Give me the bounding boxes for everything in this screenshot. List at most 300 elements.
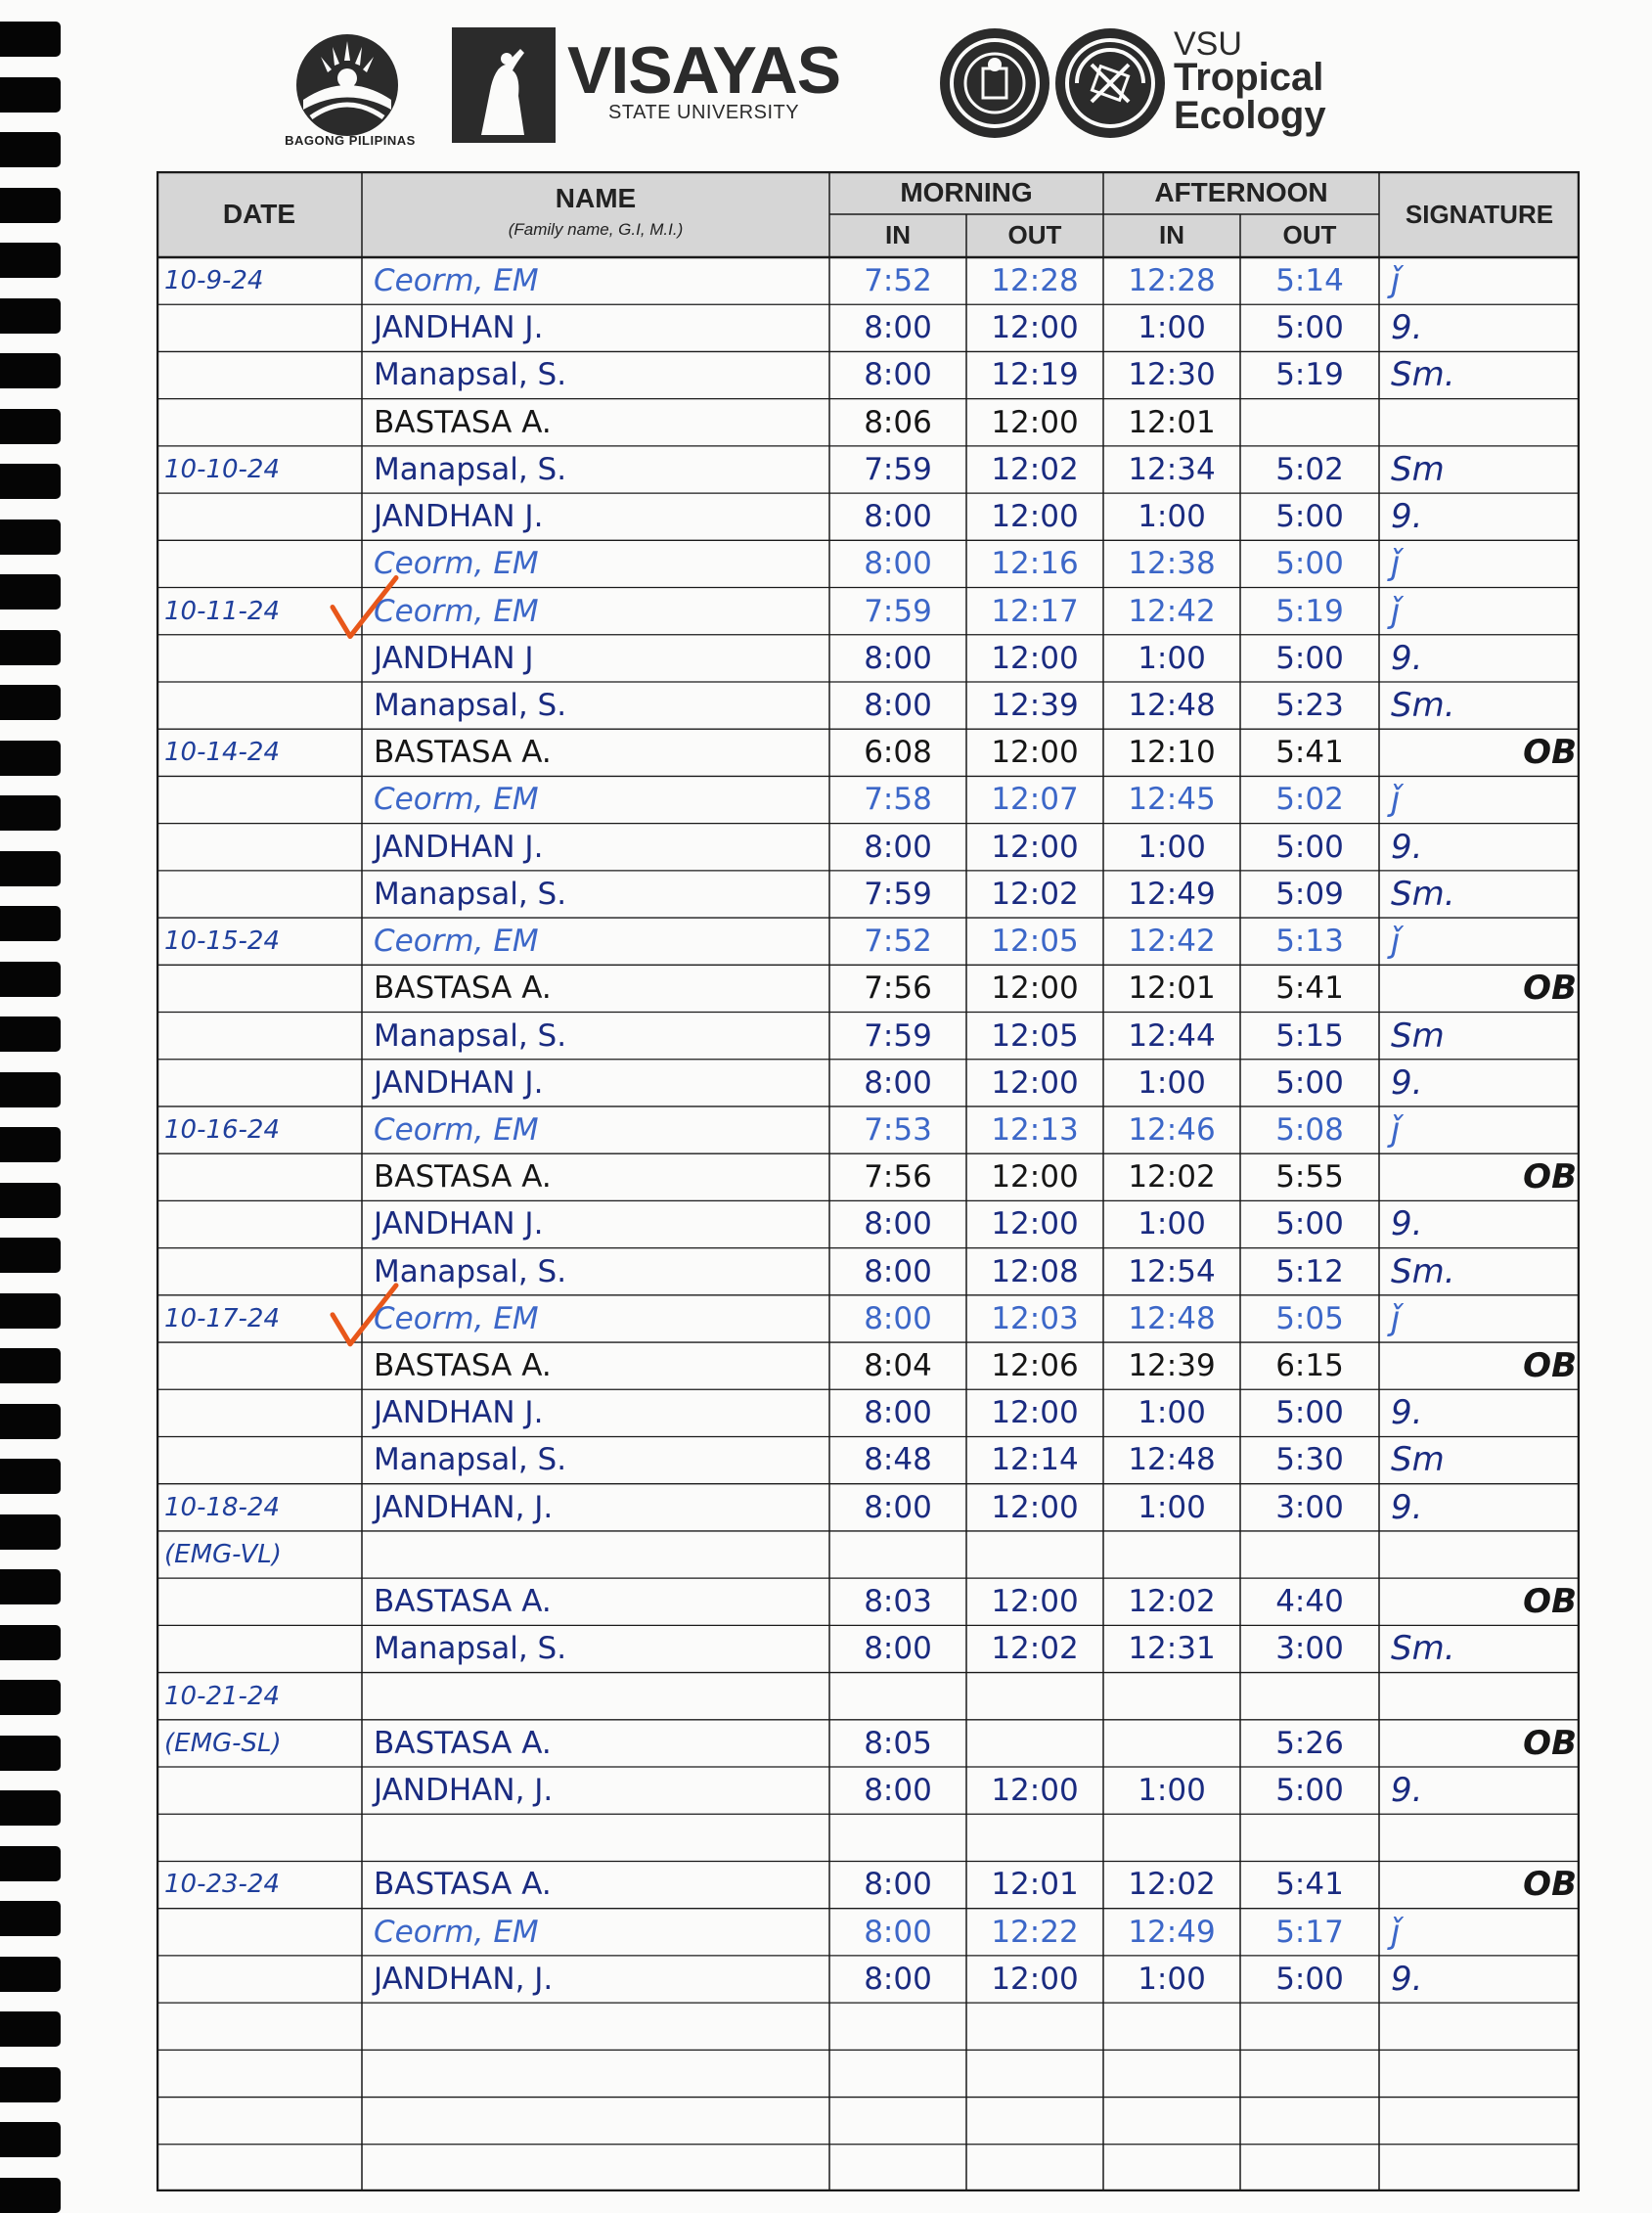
am-out-cell: 12:03 — [991, 1300, 1079, 1336]
tropical-ecology-vsu: VSU — [1174, 25, 1242, 63]
binding-hole — [0, 188, 61, 223]
signature-cell: ǰ — [1391, 1298, 1401, 1338]
table-row — [156, 1106, 1580, 1153]
am-out-cell: 12:07 — [991, 782, 1079, 818]
pm-in-cell: 12:10 — [1128, 735, 1216, 771]
pm-in-cell — [1103, 1531, 1240, 1578]
binding-hole — [0, 2067, 61, 2102]
date-cell — [164, 1814, 360, 1861]
pm-in-cell: 1:00 — [1138, 1064, 1206, 1101]
am-in-cell: 8:00 — [864, 1489, 932, 1525]
page-header — [284, 20, 1379, 166]
date-cell — [164, 965, 360, 1012]
table-row — [156, 635, 1580, 682]
table-row — [156, 1956, 1580, 2003]
name-cell: Manapsal, S. — [374, 876, 567, 912]
table-row — [156, 682, 1580, 729]
signature-cell — [1391, 2003, 1577, 2050]
pm-in-cell: 12:46 — [1128, 1111, 1216, 1148]
pm-out-cell: 5:00 — [1275, 546, 1344, 582]
am-in-cell: 8:00 — [864, 1631, 932, 1667]
name-cell: Manapsal, S. — [374, 1253, 567, 1289]
table-row — [156, 1342, 1580, 1389]
signature-cell: OB — [1523, 733, 1577, 773]
table-row — [156, 1814, 1580, 1861]
tropical-ecology-seal-icon — [1052, 25, 1168, 141]
date-cell — [164, 1200, 360, 1247]
name-cell: JANDHAN J. — [374, 499, 544, 535]
signature-cell: ǰ — [1391, 544, 1401, 584]
name-cell: BASTASA A. — [374, 1584, 552, 1620]
name-cell: BASTASA A. — [374, 1348, 552, 1384]
pm-out-cell: 5:23 — [1275, 687, 1344, 723]
name-cell: Manapsal, S. — [374, 357, 567, 393]
pm-in-cell — [1103, 1720, 1240, 1767]
pm-out-cell: 5:08 — [1275, 1111, 1344, 1148]
pm-in-cell — [1103, 2098, 1240, 2145]
am-out-cell: 12:02 — [991, 876, 1079, 912]
name-cell: BASTASA A. — [374, 404, 552, 440]
col-morning-header: MORNING — [900, 177, 1033, 207]
signature-cell: 9. — [1391, 1393, 1423, 1433]
name-cell: Ceorm, EM — [374, 924, 539, 960]
table-row — [156, 824, 1580, 871]
name-cell — [374, 2098, 824, 2145]
name-cell: JANDHAN J — [374, 640, 534, 676]
binding-hole — [0, 243, 61, 278]
am-out-cell: 12:28 — [991, 263, 1079, 298]
name-cell — [374, 2050, 824, 2097]
signature-cell — [1391, 2145, 1577, 2191]
table-row — [156, 1673, 1580, 1720]
pm-out-cell — [1240, 399, 1379, 446]
am-out-cell: 12:00 — [991, 1206, 1079, 1242]
am-out-cell: 12:00 — [991, 829, 1079, 865]
binding-hole — [0, 1625, 61, 1660]
am-out-cell — [966, 1673, 1103, 1720]
table-row — [156, 1531, 1580, 1578]
signature-cell: 9. — [1391, 497, 1423, 537]
am-out-cell: 12:00 — [991, 310, 1079, 346]
table-row — [156, 446, 1580, 493]
table-row — [156, 871, 1580, 918]
binding-hole — [0, 1459, 61, 1494]
signature-cell: OB — [1523, 1723, 1577, 1763]
pm-in-cell: 12:48 — [1128, 1442, 1216, 1478]
spiral-binding — [0, 0, 68, 2209]
am-out-cell: 12:02 — [991, 1631, 1079, 1667]
binding-hole — [0, 741, 61, 776]
pm-out-cell: 6:15 — [1275, 1348, 1344, 1384]
date-cell: 10-16-24 — [164, 1114, 281, 1145]
name-cell: Manapsal, S. — [374, 451, 567, 487]
name-cell — [374, 2145, 824, 2191]
pm-in-cell — [1103, 2050, 1240, 2097]
table-row — [156, 399, 1580, 446]
name-cell — [374, 1531, 824, 1578]
binding-hole — [0, 906, 61, 941]
name-cell: JANDHAN J. — [374, 310, 544, 346]
date-cell — [164, 871, 360, 918]
am-out-cell: 12:16 — [991, 546, 1079, 582]
signature-cell: 9. — [1391, 1204, 1423, 1244]
table-row — [156, 918, 1580, 965]
pm-in-cell: 12:01 — [1128, 971, 1216, 1007]
signature-cell: Sm — [1391, 1440, 1445, 1480]
pm-in-cell: 12:39 — [1128, 1348, 1216, 1384]
signature-cell — [1391, 1531, 1577, 1578]
pm-in-cell: 1:00 — [1138, 1206, 1206, 1242]
pm-in-cell: 1:00 — [1138, 499, 1206, 535]
pm-in-cell: 12:45 — [1128, 782, 1216, 818]
am-out-cell: 12:02 — [991, 451, 1079, 487]
bagong-pilipinas-caption: BAGONG PILIPINAS — [285, 133, 416, 148]
binding-hole — [0, 574, 61, 610]
pm-in-cell: 12:01 — [1128, 404, 1216, 440]
signature-cell: Sm. — [1391, 355, 1455, 395]
pm-out-cell: 5:00 — [1275, 829, 1344, 865]
pm-out-cell: 5:26 — [1275, 1725, 1344, 1761]
pm-out-cell — [1240, 2003, 1379, 2050]
pm-out-cell: 5:14 — [1275, 263, 1344, 298]
name-cell: Manapsal, S. — [374, 1017, 567, 1054]
date-cell: 10-9-24 — [164, 266, 264, 295]
am-out-cell: 12:00 — [991, 1961, 1079, 1997]
pm-out-cell — [1240, 2050, 1379, 2097]
pm-out-cell: 5:19 — [1275, 593, 1344, 629]
pm-out-cell — [1240, 1531, 1379, 1578]
pm-out-cell: 5:00 — [1275, 1773, 1344, 1809]
binding-hole — [0, 519, 61, 555]
name-cell: JANDHAN, J. — [374, 1489, 554, 1525]
pm-out-cell: 5:02 — [1275, 782, 1344, 818]
am-in-cell: 8:03 — [864, 1584, 932, 1620]
date-cell — [164, 824, 360, 871]
pm-in-cell: 12:42 — [1128, 924, 1216, 960]
date-cell: 10-21-24 — [164, 1681, 281, 1711]
pm-in-cell: 1:00 — [1138, 640, 1206, 676]
binding-hole — [0, 1404, 61, 1439]
date-cell: 10-18-24 — [164, 1492, 281, 1522]
pm-out-cell — [1240, 1673, 1379, 1720]
pm-out-cell: 5:30 — [1275, 1442, 1344, 1478]
binding-hole — [0, 2122, 61, 2157]
am-in-cell — [829, 1531, 966, 1578]
pm-out-cell: 5:05 — [1275, 1300, 1344, 1336]
name-cell: JANDHAN, J. — [374, 1961, 554, 1997]
name-cell: BASTASA A. — [374, 735, 552, 771]
binding-hole — [0, 795, 61, 831]
am-in-cell: 7:56 — [864, 1159, 932, 1196]
pm-in-cell: 12:02 — [1128, 1159, 1216, 1196]
table-row — [156, 1013, 1580, 1060]
name-cell: Ceorm, EM — [374, 1914, 539, 1950]
am-out-cell: 12:17 — [991, 593, 1079, 629]
signature-cell: ǰ — [1391, 922, 1401, 962]
name-cell — [374, 1814, 824, 1861]
table-row — [156, 1436, 1580, 1483]
am-in-cell: 8:00 — [864, 829, 932, 865]
signature-cell: 9. — [1391, 1487, 1423, 1527]
am-in-cell: 8:00 — [864, 310, 932, 346]
pm-out-cell: 5:00 — [1275, 640, 1344, 676]
signature-cell: Sm. — [1391, 685, 1455, 725]
signature-cell: ǰ — [1391, 591, 1401, 631]
pm-out-cell: 3:00 — [1275, 1489, 1344, 1525]
pm-in-cell: 12:34 — [1128, 451, 1216, 487]
date-cell — [164, 1767, 360, 1814]
binding-hole — [0, 1238, 61, 1273]
pm-out-cell: 5:41 — [1275, 1867, 1344, 1903]
am-in-cell: 7:53 — [864, 1111, 932, 1148]
pm-in-cell: 12:49 — [1128, 876, 1216, 912]
pm-in-cell — [1103, 2145, 1240, 2191]
pm-in-cell: 12:48 — [1128, 1300, 1216, 1336]
table-row — [156, 1295, 1580, 1342]
date-cell: 10-23-24 — [164, 1870, 281, 1900]
binding-hole — [0, 1293, 61, 1329]
name-cell: Ceorm, EM — [374, 1111, 539, 1148]
table-row — [156, 540, 1580, 587]
am-out-cell: 12:00 — [991, 499, 1079, 535]
table-row — [156, 2098, 1580, 2145]
binding-hole — [0, 2011, 61, 2047]
date-cell — [164, 1013, 360, 1060]
pm-out-cell: 5:12 — [1275, 1253, 1344, 1289]
am-out-cell: 12:00 — [991, 1159, 1079, 1196]
am-out-cell: 12:14 — [991, 1442, 1079, 1478]
am-in-cell: 8:00 — [864, 1064, 932, 1101]
pm-in-cell — [1103, 1814, 1240, 1861]
table-row — [156, 1625, 1580, 1672]
pm-in-cell — [1103, 2003, 1240, 2050]
am-out-cell: 12:00 — [991, 971, 1079, 1007]
binding-hole — [0, 1790, 61, 1826]
pm-out-cell — [1240, 2145, 1379, 2191]
date-cell — [164, 2145, 360, 2191]
binding-hole — [0, 1514, 61, 1550]
table-row — [156, 1389, 1580, 1436]
pm-out-cell: 5:15 — [1275, 1017, 1344, 1054]
am-in-cell: 8:00 — [864, 499, 932, 535]
name-cell: Ceorm, EM — [374, 593, 539, 629]
name-cell: Ceorm, EM — [374, 1300, 539, 1336]
table-row — [156, 1720, 1580, 1767]
tropical-ecology-name — [1174, 56, 1326, 138]
name-cell: Manapsal, S. — [374, 687, 567, 723]
table-row — [156, 1909, 1580, 1956]
date-cell — [164, 2050, 360, 2097]
am-in-cell: 8:00 — [864, 640, 932, 676]
am-in-cell — [829, 2050, 966, 2097]
am-out-cell: 12:05 — [991, 1017, 1079, 1054]
am-in-cell — [829, 1673, 966, 1720]
pm-in-cell: 1:00 — [1138, 1961, 1206, 1997]
am-out-cell: 12:00 — [991, 1395, 1079, 1431]
am-in-cell — [829, 1814, 966, 1861]
name-cell: Ceorm, EM — [374, 263, 539, 298]
am-in-cell: 7:52 — [864, 924, 932, 960]
tropical-ecology-line2: Ecology — [1174, 94, 1326, 138]
table-row — [156, 1200, 1580, 1247]
pm-in-cell: 1:00 — [1138, 1395, 1206, 1431]
am-out-cell — [966, 2098, 1103, 2145]
binding-hole — [0, 2178, 61, 2213]
signature-cell — [1391, 2050, 1577, 2097]
am-out-cell: 12:22 — [991, 1914, 1079, 1950]
binding-hole — [0, 1569, 61, 1604]
am-out-cell — [966, 1814, 1103, 1861]
binding-hole — [0, 630, 61, 665]
signature-cell: Sm. — [1391, 1629, 1455, 1669]
date-cell — [164, 1060, 360, 1106]
date-cell — [164, 493, 360, 540]
binding-hole — [0, 1957, 61, 1992]
pm-out-cell: 5:02 — [1275, 451, 1344, 487]
table-row — [156, 2145, 1580, 2191]
signature-cell: ǰ — [1391, 1109, 1401, 1150]
binding-hole — [0, 1846, 61, 1881]
table-row — [156, 776, 1580, 823]
pm-out-cell: 5:17 — [1275, 1914, 1344, 1950]
table-row — [156, 2003, 1580, 2050]
am-in-cell — [829, 2003, 966, 2050]
am-out-cell: 12:19 — [991, 357, 1079, 393]
table-row — [156, 965, 1580, 1012]
binding-hole — [0, 1016, 61, 1052]
pm-in-cell: 1:00 — [1138, 310, 1206, 346]
date-cell — [164, 1578, 360, 1625]
date-cell — [164, 1248, 360, 1295]
binding-hole — [0, 1072, 61, 1107]
am-out-cell: 12:00 — [991, 640, 1079, 676]
am-out-cell: 12:06 — [991, 1348, 1079, 1384]
pm-in-cell: 12:02 — [1128, 1584, 1216, 1620]
am-in-cell: 8:00 — [864, 1253, 932, 1289]
pm-in-cell: 12:02 — [1128, 1867, 1216, 1903]
col-afternoon-header: AFTERNOON — [1154, 177, 1328, 207]
am-in-cell: 8:00 — [864, 687, 932, 723]
signature-cell — [1391, 2098, 1577, 2145]
table-row — [156, 257, 1580, 304]
signature-cell: OB — [1523, 1865, 1577, 1905]
am-in-cell: 8:06 — [864, 404, 932, 440]
am-out-cell: 12:00 — [991, 735, 1079, 771]
pm-out-cell: 5:00 — [1275, 310, 1344, 346]
pm-in-cell: 12:38 — [1128, 546, 1216, 582]
name-cell: JANDHAN J. — [374, 1064, 544, 1101]
am-in-cell: 8:48 — [864, 1442, 932, 1478]
date-cell — [164, 399, 360, 446]
am-in-cell: 8:00 — [864, 1961, 932, 1997]
date-cell — [164, 2003, 360, 2050]
pm-out-cell: 4:40 — [1275, 1584, 1344, 1620]
col-name-header: NAME — [555, 183, 637, 213]
signature-cell — [1391, 399, 1577, 446]
table-row — [156, 1060, 1580, 1106]
binding-hole — [0, 22, 61, 57]
am-in-cell: 8:00 — [864, 1206, 932, 1242]
signature-cell: 9. — [1391, 827, 1423, 867]
am-in-cell: 7:58 — [864, 782, 932, 818]
am-out-cell — [966, 1531, 1103, 1578]
am-out-cell — [966, 1720, 1103, 1767]
am-out-cell: 12:01 — [991, 1867, 1079, 1903]
table-row — [156, 304, 1580, 351]
binding-hole — [0, 409, 61, 444]
table-row — [156, 1578, 1580, 1625]
am-out-cell: 12:00 — [991, 1584, 1079, 1620]
date-cell: 10-15-24 — [164, 926, 281, 957]
am-in-cell: 7:56 — [864, 971, 932, 1007]
date-cell — [164, 776, 360, 823]
pm-in-cell: 12:44 — [1128, 1017, 1216, 1054]
date-cell — [164, 1956, 360, 2003]
binding-hole — [0, 1680, 61, 1715]
signature-cell: OB — [1523, 1346, 1577, 1386]
am-out-cell: 12:00 — [991, 1773, 1079, 1809]
vsu-emblem — [452, 27, 556, 143]
pm-out-cell: 5:00 — [1275, 1064, 1344, 1101]
am-out-cell: 12:00 — [991, 1489, 1079, 1525]
am-out-cell: 12:00 — [991, 404, 1079, 440]
table-row — [156, 729, 1580, 776]
signature-cell: Sm — [1391, 449, 1445, 489]
table-row — [156, 1484, 1580, 1531]
pm-out-cell: 3:00 — [1275, 1631, 1344, 1667]
am-in-cell: 8:00 — [864, 1867, 932, 1903]
pm-in-cell: 12:54 — [1128, 1253, 1216, 1289]
binding-hole — [0, 1183, 61, 1218]
signature-cell: 9. — [1391, 308, 1423, 348]
pm-out-cell: 5:00 — [1275, 499, 1344, 535]
name-cell: Ceorm, EM — [374, 782, 539, 818]
binding-hole — [0, 1736, 61, 1771]
pm-in-cell: 1:00 — [1138, 1773, 1206, 1809]
pm-in-cell: 1:00 — [1138, 829, 1206, 865]
vsu-subtitle: STATE UNIVERSITY — [608, 102, 800, 123]
signature-cell: OB — [1523, 1582, 1577, 1622]
am-in-cell: 8:00 — [864, 1914, 932, 1950]
name-cell: Manapsal, S. — [374, 1631, 567, 1667]
pm-in-cell: 1:00 — [1138, 1489, 1206, 1525]
date-cell — [164, 1153, 360, 1200]
table-row — [156, 493, 1580, 540]
date-cell — [164, 351, 360, 398]
am-in-cell: 8:00 — [864, 1300, 932, 1336]
am-out-cell: 12:00 — [991, 1064, 1079, 1101]
date-cell — [164, 304, 360, 351]
am-in-cell: 7:52 — [864, 263, 932, 298]
pm-out-cell: 5:13 — [1275, 924, 1344, 960]
pm-out-cell — [1240, 2098, 1379, 2145]
am-in-cell: 8:05 — [864, 1725, 932, 1761]
signature-cell: OB — [1523, 1157, 1577, 1197]
date-cell — [164, 1436, 360, 1483]
col-am-in-header: IN — [885, 220, 911, 249]
binding-hole — [0, 962, 61, 997]
table-row — [156, 1248, 1580, 1295]
table-row — [156, 1861, 1580, 1908]
name-cell: BASTASA A. — [374, 1159, 552, 1196]
am-out-cell: 12:08 — [991, 1253, 1079, 1289]
pm-out-cell: 5:00 — [1275, 1961, 1344, 1997]
am-in-cell — [829, 2145, 966, 2191]
date-cell — [164, 1389, 360, 1436]
table-row — [156, 1767, 1580, 1814]
name-cell: BASTASA A. — [374, 1867, 552, 1903]
am-out-cell — [966, 2050, 1103, 2097]
